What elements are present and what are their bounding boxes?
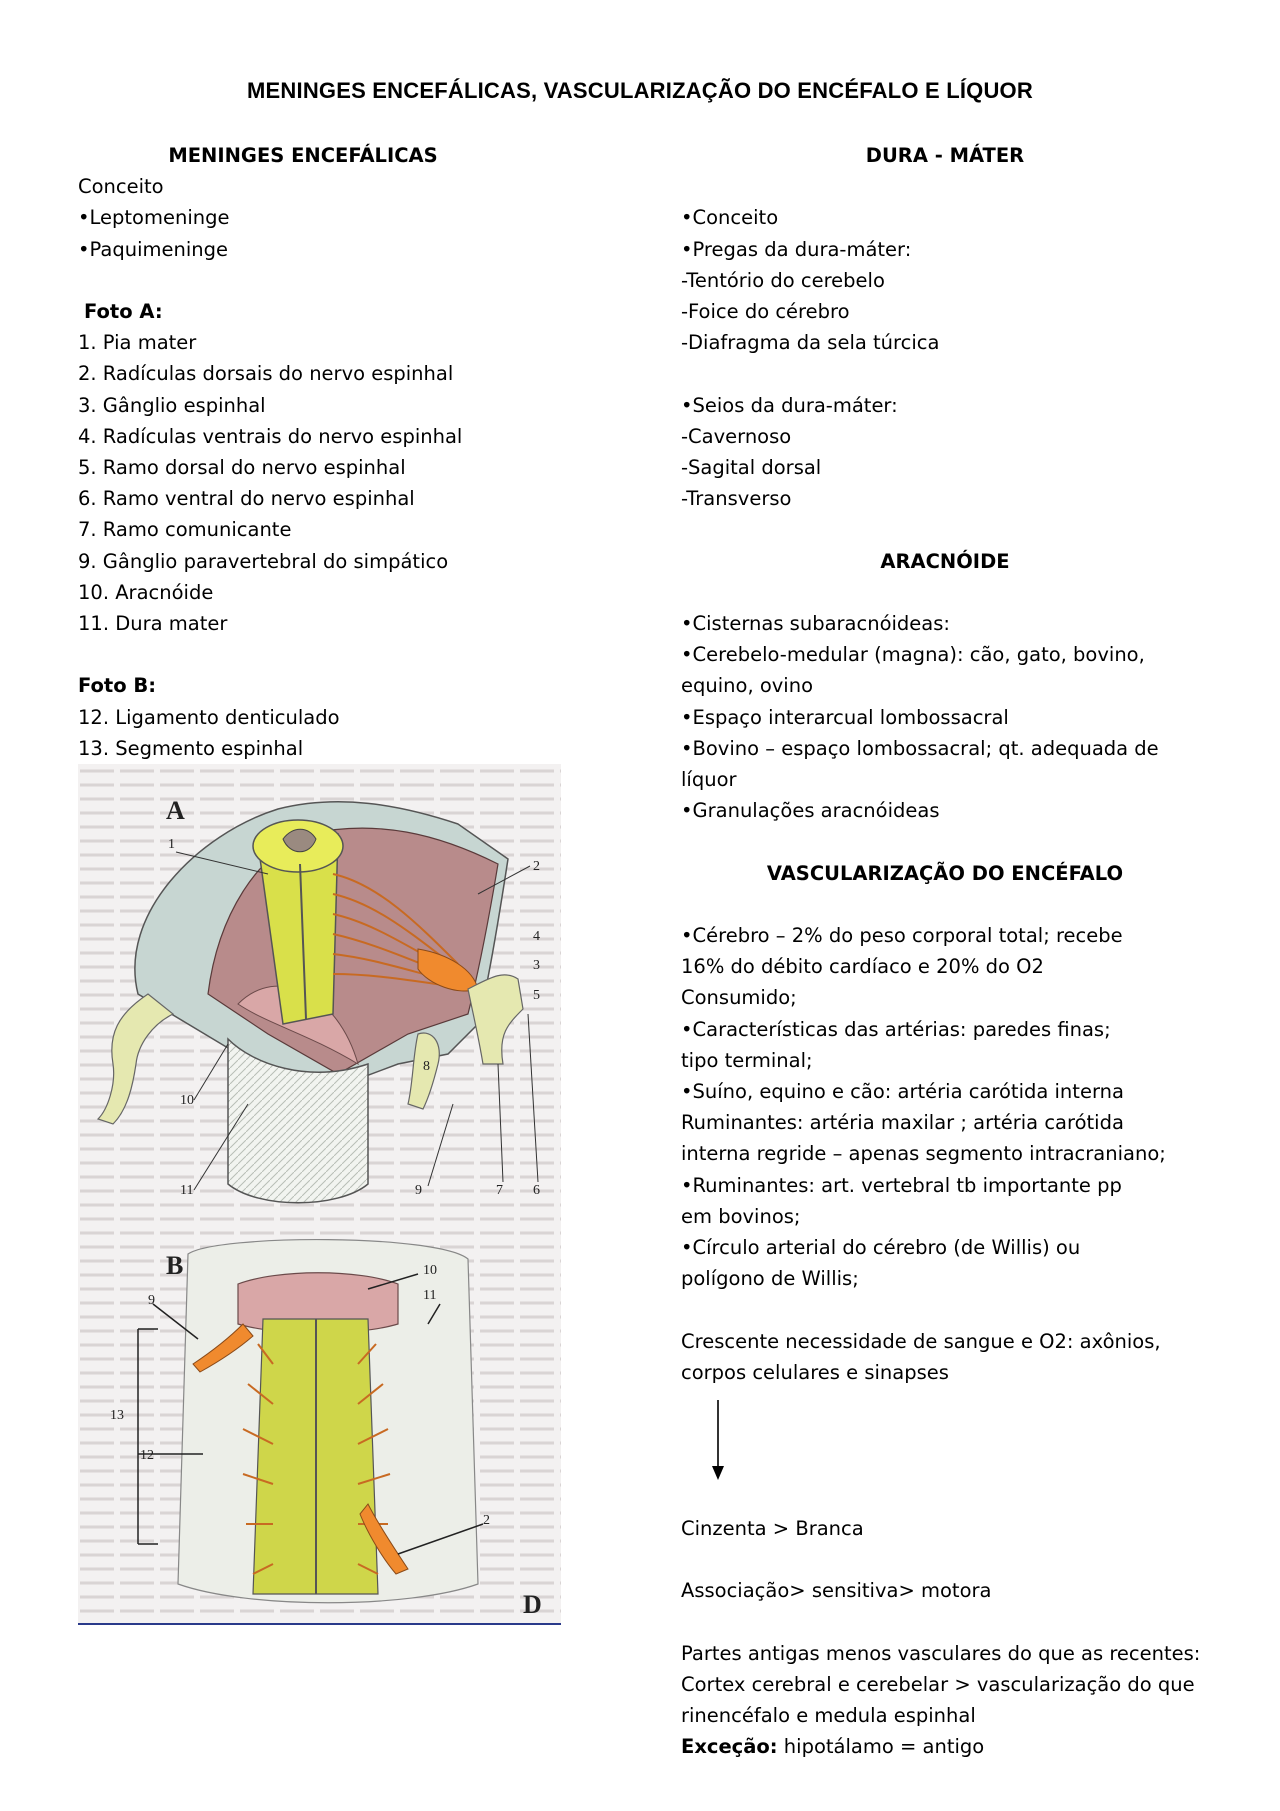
vasc-line: tipo terminal; (681, 1048, 813, 1072)
foto-a-item: 11. Dura mater (78, 612, 228, 636)
vasc-line: •Círculo arterial do cérebro (de Willis) ou (681, 1236, 1081, 1260)
figure-label: 10 (423, 1263, 437, 1278)
figure-label: 11 (423, 1288, 437, 1303)
foto-b-item: 13. Segmento espinhal (78, 736, 304, 760)
figure-label: 4 (533, 929, 540, 944)
figure-label: 1 (168, 837, 175, 852)
dura-line: -Tentório do cerebelo (681, 268, 885, 292)
partes-line: Cortex cerebral e cerebelar > vascularização do que (681, 1672, 1195, 1696)
aracnoide-line: •Cerebelo-medular (magna): cão, gato, bovino, (681, 643, 1145, 667)
panel-b-label: B (166, 1251, 184, 1280)
figure-label: 12 (140, 1448, 154, 1463)
left-line: •Leptomeninge (78, 206, 230, 230)
excecao-line (681, 1731, 1221, 1762)
vasc-line: •Ruminantes: art. vertebral tb importante pp (681, 1173, 1122, 1197)
vasc-line: Consumido; (681, 986, 797, 1010)
vasc-line: Crescente necessidade de sangue e O2: axônios, (681, 1329, 1161, 1353)
figure-label: 3 (533, 958, 540, 973)
dura-line: •Conceito (681, 206, 779, 230)
dura-line: -Transverso (681, 487, 792, 511)
left-line: Conceito (78, 175, 164, 199)
dura-line: -Foice do cérebro (681, 300, 850, 323)
figure-label: 11 (180, 1183, 194, 1198)
dura-heading: DURA - MÁTER (865, 144, 1025, 167)
dura-line (681, 358, 1221, 389)
meninges-illustration (78, 764, 561, 1625)
aracnoide-line: •Cisternas subaracnóideas: (681, 611, 950, 635)
vasc-line: interna regride – apenas segmento intracraniano; (681, 1142, 1166, 1166)
figure-label: 2 (483, 1513, 490, 1528)
aracnoide-line: equino, ovino (681, 674, 814, 698)
figure-label: 6 (533, 1183, 540, 1198)
right-column (681, 140, 1221, 1762)
dura-line: •Seios da dura-máter: (681, 393, 898, 417)
down-arrow-icon (706, 1400, 730, 1482)
figure-label: 9 (415, 1183, 422, 1198)
foto-b-item: 12. Ligamento denticulado (78, 705, 340, 729)
vasc-line: em bovinos; (681, 1204, 801, 1228)
dura-line: •Pregas da dura-máter: (681, 237, 912, 261)
vasc-line: •Cérebro – 2% do peso corporal total; recebe (681, 923, 1123, 947)
left-line: •Paquimeninge (78, 237, 228, 261)
foto-a-item: 3. Gânglio espinhal (78, 393, 266, 417)
figure-label: 2 (533, 859, 540, 874)
left-column (78, 140, 598, 764)
partes-line: rinencéfalo e medula espinhal (681, 1703, 976, 1727)
panel-d-label: D (523, 1590, 542, 1619)
figure-label: 13 (110, 1408, 124, 1423)
associacao-line: Associação> sensitiva> motora (681, 1579, 992, 1603)
cinzenta-line: Cinzenta > Branca (681, 1516, 864, 1540)
foto-a-label: Foto A: (84, 300, 163, 323)
aracnoide-line: •Granulações aracnóideas (681, 799, 940, 823)
panel-a-label: A (166, 796, 185, 825)
aracnoide-line: •Espaço interarcual lombossacral (681, 705, 1009, 729)
dura-line: -Diafragma da sela túrcica (681, 331, 940, 355)
vasc-heading: VASCULARIZAÇÃO DO ENCÉFALO (766, 861, 1124, 885)
foto-a-item: 9. Gânglio paravertebral do simpático (78, 549, 449, 573)
foto-a-item: 10. Aracnóide (78, 580, 214, 604)
excecao-label: Exceção: (681, 1735, 778, 1759)
foto-a-item: 1. Pia mater (78, 331, 197, 355)
vasc-line: 16% do débito cardíaco e 20% do O2 (681, 955, 1044, 979)
aracnoide-line: líquor (681, 768, 737, 791)
figure-label: 5 (533, 988, 540, 1003)
figure-label: 9 (148, 1293, 155, 1308)
partes-line: Partes antigas menos vasculares do que as recentes: (681, 1641, 1201, 1665)
vasc-line: •Características das artérias: paredes finas; (681, 1017, 1111, 1041)
vasc-line (681, 1294, 1221, 1325)
excecao-text: hipotálamo = antigo (777, 1735, 985, 1759)
aracnoide-line: •Bovino – espaço lombossacral; qt. adequada de (681, 736, 1159, 760)
dura-line: -Cavernoso (681, 424, 792, 448)
vasc-line: polígono de Willis; (681, 1267, 859, 1291)
foto-a-item: 4. Radículas ventrais do nervo espinhal (78, 424, 463, 448)
figure-label: 7 (496, 1183, 503, 1198)
dura-line: -Sagital dorsal (681, 456, 822, 479)
meninges-heading: MENINGES ENCEFÁLICAS (168, 144, 438, 167)
figure-label: 10 (180, 1093, 194, 1108)
foto-b-label: Foto B: (78, 674, 157, 698)
figure-label: 8 (423, 1059, 430, 1074)
foto-a-item: 2. Radículas dorsais do nervo espinhal (78, 362, 454, 386)
foto-a-item: 5. Ramo dorsal do nervo espinhal (78, 456, 406, 480)
page-title: MENINGES ENCEFÁLICAS, VASCULARIZAÇÃO DO ENCÉFALO E LÍQUOR (247, 78, 1033, 103)
foto-a-item: 6. Ramo ventral do nervo espinhal (78, 487, 415, 511)
aracnoide-heading: ARACNÓIDE (880, 549, 1010, 573)
vasc-line: corpos celulares e sinapses (681, 1360, 949, 1384)
vasc-line: Ruminantes: artéria maxilar ; artéria carótida (681, 1111, 1124, 1135)
vasc-line: •Suíno, equino e cão: artéria carótida interna (681, 1080, 1124, 1103)
foto-a-item: 7. Ramo comunicante (78, 518, 292, 542)
